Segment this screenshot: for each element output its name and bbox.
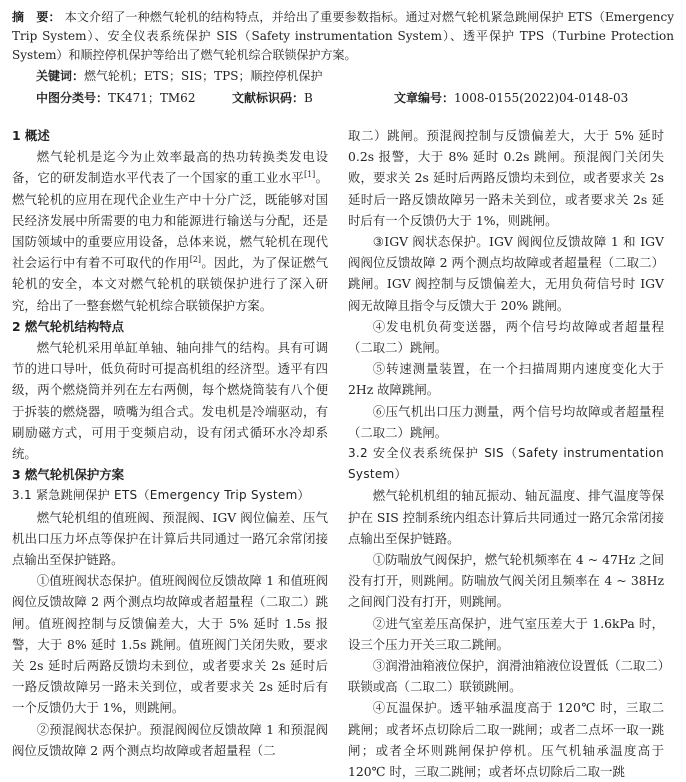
item-compressor-pressure: ⑥压气机出口压力测量，两个信号均故障或者超量程（二取二）跳闸。	[348, 403, 664, 440]
article-value: 1008-0155(2022)04-0148-03	[454, 91, 629, 105]
item-speed-measurement: ⑤转速测量装置，在一个扫描周期内速度变化大于 2Hz 故障跳闸。	[348, 361, 664, 398]
doc-code	[232, 89, 313, 107]
section-3-heading: 3 燃气轮机保护方案	[12, 467, 125, 483]
text-run: 。因此，为了保证燃气轮机的安全，本文对燃气轮机的联锁保护进行了深入研究，给出了一整套燃气轮机综合联锁保护方案。	[12, 255, 329, 313]
abstract	[12, 8, 674, 65]
abstract-label: 摘 要：	[12, 10, 61, 24]
section-2-paragraph: 燃气轮机采用单缸单轴、轴向排气的结构。具有可调节的进口导叶，低负荷时可提高机组的经济型。透平有四级，两个燃烧筒并列在左右两侧，每个燃烧筒装有八个便于拆装的燃烧器，喷嘴为组合式。发电机是冷端驱动，有刷励磁方式，可用于变频启动，设有闭式循环水冷却系统。	[12, 340, 328, 462]
text-run: 。燃气轮机的应用在现代企业生产中十分广泛，既能够对国民经济发展中所需要的电力和能源进行输送与分配，还是国防领域中的重要应用设备，总体来说，燃气轮机在现代社会运行中有着不可取代的作用	[12, 170, 329, 271]
premix-valve-continued: 取二）跳闸。预混阀控制与反馈偏差大，大于 5% 延时 0.2s 报警，大于 8% 延时 0.2s 跳闸。预混阀门关闭失败，要求关 2s 延时后两路反馈均未到位，或者要求关 2s 延时后一路反馈故障另一路未关到位，或者要求关 2s 延时后有一个反馈仍大于 1%，则跳闸。	[348, 128, 664, 228]
item-duty-valve: ①值班阀状态保护。值班阀阀位反馈故障 1 和值班阀阀位反馈故障 2 两个测点均故障或者超量程（二取二）跳闸。值班阀控制与反馈偏差大，大于 5% 延时 1.5s 报警，大于 8% 延时 1.5s 跳闸。值班阀门关闭失败，要求关 2s 延时后两路反馈均未到位，或者要求关 2s 延时后一路反馈故障另一路未关到位，或者要求关 2s 延时后有一个反馈仍大于 1%，则跳闸。	[12, 573, 328, 716]
section-1-heading: 1 概述	[12, 128, 50, 143]
keywords	[36, 67, 322, 85]
section-1-paragraph	[12, 146, 328, 316]
section-3-1-heading: 3.1 紧急跳闸保护 ETS（Emergency Trip System）	[12, 488, 310, 503]
citation-1: [1]	[303, 170, 316, 180]
keywords-text: 燃气轮机；ETS；SIS；TPS；顺控停机保护	[84, 69, 323, 83]
left-column	[12, 125, 328, 761]
item-anti-surge-valve: ①防喘放气阀保护，燃气轮机频率在 4 ~ 47Hz 之间没有打开，则跳闸。防喘放气阀关闭且频率在 4 ~ 38Hz 之间阀门没有打开，则跳闸。	[348, 552, 664, 610]
item-load-transmitter: ④发电机负荷变送器，两个信号均故障或者超量程（二取二）跳闸。	[348, 318, 664, 356]
article-label: 文章编号：	[394, 91, 455, 105]
clc-value: TK471；TM62	[108, 91, 196, 105]
section-3-1-paragraph: 燃气轮机组的值班阀、预混阀、IGV 阀位偏差、压气机出口压力坏点等保护在计算后共同通过一路冗余常闭接点输出至保护链路。	[12, 509, 328, 568]
doc-label: 文献标识码：	[232, 91, 305, 105]
abstract-text: 本文介绍了一种燃气轮机的结构特点，并给出了重要参数指标。通过对燃气轮机紧急跳闸保护 ETS（Emergency Trip System）、安全仪表系统保护 SIS（Safety instrumentation System）、透平保护 TPS（Turbine Protection System）和顺控停机保护等给出了燃气轮机综合联锁保护方案。	[12, 10, 674, 62]
section-3-2-paragraph: 燃气轮机机组的轴瓦振动、轴瓦温度、排气温度等保护在 SIS 控制系统内组态计算后共同通过一路冗余常闭接点输出至保护链路。	[348, 488, 664, 546]
text-run: 燃气轮机是迄今为止效率最高的热功转换类发电设备，它的研发制造水平代表了一个国家的重工业水平	[12, 149, 328, 186]
item-bearing-temperature: ④瓦温保护。透平轴承温度高于 120℃ 时，三取二跳闸；或者坏点切除后二取一跳闸；或者二点坏一取一跳闸；或者全坏则跳闸保护停机。压气机轴承温度高于 120℃ 时，三取二跳闸；或者坏点切除后二取一跳	[348, 700, 664, 780]
clc-label: 中图分类号：	[36, 91, 109, 105]
item-inlet-pressure: ②进气室差压高保护，进气室压差大于 1.6kPa 时，设三个压力开关三取二跳闸。	[348, 615, 664, 652]
citation-2: [2]	[189, 255, 202, 265]
section-2-heading: 2 燃气轮机结构特点	[12, 318, 125, 334]
clc-number	[36, 89, 195, 107]
doc-value: B	[304, 91, 313, 105]
article-number	[394, 89, 628, 107]
item-lube-oil-level: ③润滑油箱液位保护，润滑油箱液位设置低（二取二）联锁或高（二取二）联锁跳闸。	[348, 658, 664, 695]
keywords-label: 关键词：	[36, 69, 85, 83]
item-premix-valve: ②预混阀状态保护。预混阀阀位反馈故障 1 和预混阀阀位反馈故障 2 两个测点均故障或者超量程（二	[12, 721, 328, 758]
section-3-2-heading: 3.2 安全仪表系统保护 SIS（Safety instrumentation System）	[348, 446, 664, 482]
right-column	[348, 125, 664, 782]
item-igv-valve: ③IGV 阀状态保护。IGV 阀阀位反馈故障 1 和 IGV 阀阀位反馈故障 2 两个测点均故障或者超量程（二取二）跳闸。IGV 阀控制与反馈偏差大，无用负荷信号时 IGV 阀无故障且指令与反馈大于 20% 跳闸。	[348, 234, 664, 313]
